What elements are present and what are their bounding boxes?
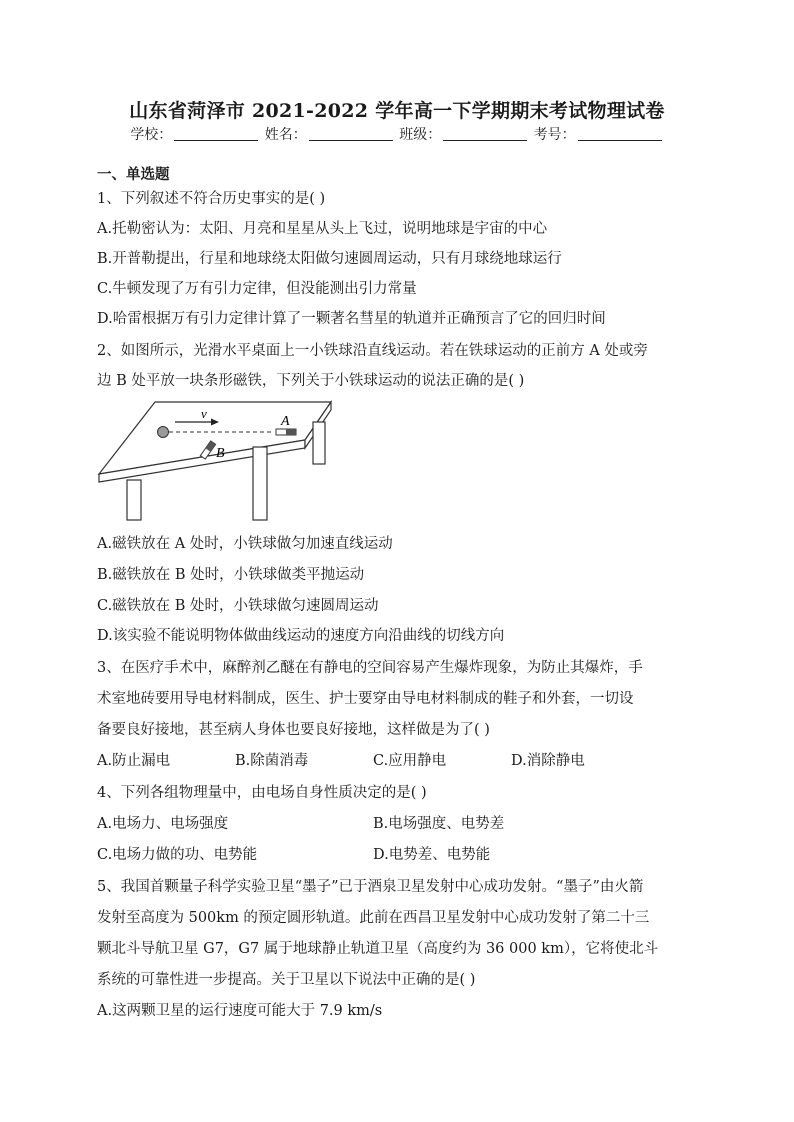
q1-option-a: A.托勒密认为：太阳、月亮和星星从头上飞过，说明地球是宇宙的中心 [97,221,548,237]
q1-stem: 1、下列叙述不符合历史事实的是( ) [97,191,326,207]
q5-stem-line4: 系统的可靠性进一步提高。关于卫星以下说法中正确的是( ) [97,972,476,988]
q1-option-c: C.牛顿发现了万有引力定律，但没能测出引力常量 [97,281,417,297]
q4-option-d: D.电势差、电势能 [373,847,491,863]
q3-option-c: C.应用静电 [373,753,447,769]
q2-option-c: C.磁铁放在 B 处时，小铁球做匀速圆周运动 [97,598,379,614]
q5-option-a: A.这两颗卫星的运行速度可能大于 7.9 km/s [97,1003,383,1019]
table-leg [313,422,325,464]
exam-title: 山东省菏泽市 2021-2022 学年高一下学期期末考试物理试卷 [129,100,665,122]
q4-option-b: B.电场强度、电势差 [373,816,505,832]
q3-option-b: B.除菌消毒 [235,753,309,769]
exam-number-blank[interactable] [578,126,662,141]
q3-stem-line3: 备要良好接地，甚至病人身体也要良好接地，这样做是为了( ) [97,722,490,738]
section-heading: 一、单选题 [97,166,170,183]
table-leg [127,480,141,520]
q4-option-c: C.电场力做的功、电势能 [97,847,258,863]
q4-options-row2 [97,843,649,864]
q2-option-b: B.磁铁放在 B 处时，小铁球做类平抛运动 [97,567,365,583]
class-label: 班级： [399,127,442,143]
exam-number-label: 考号： [533,127,576,143]
point-a-label: A [281,414,290,429]
velocity-label: v [201,406,207,421]
q3-stem-line1: 3、在医疗手术中，麻醉剂乙醚在有静电的空间容易产生爆炸现象，为防止其爆炸，手 [97,660,643,676]
point-b-label: B [216,446,225,461]
q2-stem-line2: 边 B 处平放一块条形磁铁，下列关于小铁球运动的说法正确的是( ) [97,373,525,389]
name-blank[interactable] [309,126,393,141]
iron-ball [158,427,169,438]
q1-option-b: B.开普勒提出，行星和地球绕太阳做匀速圆周运动，只有月球绕地球运行 [97,251,562,267]
q4-option-a: A.电场力、电场强度 [97,816,229,832]
q2-option-a: A.磁铁放在 A 处时，小铁球做匀加速直线运动 [97,536,393,552]
q2-option-d: D.该实验不能说明物体做曲线运动的速度方向沿曲线的切线方向 [97,628,505,644]
q3-option-d: D.消除静电 [511,753,585,769]
q5-stem-line3: 颗北斗导航卫星 G7，G7 属于地球静止轨道卫星（高度约为 36 000 km），它将使北斗 [97,941,659,957]
name-label: 姓名： [264,127,307,143]
table-magnet-figure [97,400,337,525]
school-blank[interactable] [174,126,258,141]
class-blank[interactable] [443,126,527,141]
table-leg [253,447,267,520]
school-label: 学校： [130,127,173,143]
q1-option-d: D.哈雷根据万有引力定律计算了一颗著名彗星的轨道并正确预言了它的回归时间 [97,311,606,327]
q5-stem-line1: 5、我国首颗量子科学实验卫星“墨子”已于酒泉卫星发射中心成功发射。“墨子”由火箭 [97,879,644,895]
q4-stem: 4、下列各组物理量中，由电场自身性质决定的是( ) [97,785,427,801]
student-info-row [0,124,794,144]
magnet-a-pole [286,429,296,435]
q5-stem-line2: 发射至高度为 500km 的预定圆形轨道。此前在西昌卫星发射中心成功发射了第二十三 [97,910,650,926]
q3-option-a: A.防止漏电 [97,753,171,769]
q3-stem-line2: 术室地砖要用导电材料制成，医生、护士要穿由导电材料制成的鞋子和外套，一切设 [97,691,634,707]
q4-options-row1 [97,812,649,833]
q2-stem-line1: 2、如图所示，光滑水平桌面上一小铁球沿直线运动。若在铁球运动的正前方 A 处或旁 [97,343,648,359]
q3-options [97,749,649,770]
